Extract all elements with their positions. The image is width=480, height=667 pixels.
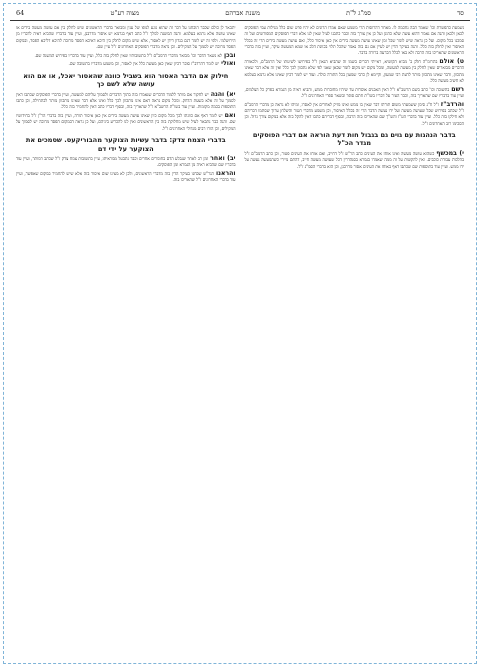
paragraph-lead: ובכן (223, 51, 236, 59)
section-heading: בדבר הנהגות עם גוים גם בגבול חות דעת הוראה אם דברי הפוסקים מגדר הכ"ל (252, 130, 456, 148)
header-left-label: מצוה רע"ט (110, 9, 140, 17)
paragraph (16, 53, 236, 59)
paragraph (16, 156, 236, 169)
paragraph (245, 102, 465, 127)
paragraph-lead: יא) והנה (210, 90, 236, 98)
header-center-right: סמ"ג ל"ת (346, 9, 371, 17)
paragraph-text: יש לחקור אם מותר ללמוד הדברים שנאמרו בזה בתוך הדברים ולסמוך עליהם למעשה, ועיין בדברי הפוסקים שכתבו דאין לסמוך על זה אלא בשעת הדחק. ומכל מקום נראה דאם אינו מתכוון לכך כלל ואינו אלא דבר שאינו מתכוון מותר לכתחילה, וכן כתבו התוספות בכמה מקומות. ועיין עוד בשו"ת הרשב"א ז"ל שהאריך בזה, ובסוף דבריו כתב דאין להחמיר בזה כלל. (16, 91, 236, 110)
paragraph-lead: יב) ואחר (210, 155, 236, 163)
header-center-left: משנת אברהם (225, 9, 260, 17)
paragraph: יתבאר לן כולם שכבר הוכחנו על דבר זה שהוא נוגע לגופו של ענין ומבואר בדברי הראשונים שיש לחלק בין אם עושה מעשה בידים או שאינו עושה אלא גרמא בעלמא. והנה המשנה למלך ז"ל כתב דאף בגרמא יש איסור מדרבנן, ועיין עוד בדבריו שהביא ראיה לדבריו מן הירושלמי. ולפי זה יש לומר דגם בנדון דידן יש לאסור, אלא שיש מקום לחלק בין היכא דאיכא הפסד מרובה להיכא דליכא הפסד, ובמקום הפסד מרובה יש לסמוך על המקילים. וכן נראה מדברי הפוסקים האחרונים ז"ל עיין שם. (16, 25, 236, 49)
paragraph-lead: והרדב"ז (440, 100, 464, 108)
paragraph-lead: והראנו (215, 170, 236, 178)
paragraph-text: ז"ל ח"ג סימן ששמעתי משום תורתו דבר שאין בו ממש ואינו מזיק לאחרים אין לאסרו, ומיהו לא נראה כן מדברי הרמב"ם ז"ל שכתב בפירוש שכל שעושה מעשה ועל ידו נעשה הדבר הרי זה בכלל האיסור, וכן משמע מדברי הטור והשלחן ערוך שסתמו דבריהם ולא חילקו בזה כלל. ועיין עוד בדברי הט"ז והש"ך שם שהאריכו בזה הרבה, ובסוף דבריהם כתבו דאין להקל בזה אלא במקום צורך גדול. וכן הסכימו רוב האחרונים ז"ל. (244, 101, 464, 126)
paragraph-lead: ואם (224, 112, 236, 120)
paragraph-text: בתשובה וכו' כתב בשם הרשב"א ז"ל דאין האבנים אוסרות עד שיהיו מחוברות ממש, והביא ראיה מן הגמרא בפרק כל הצלמים, ועיין עוד בדבריו שם שהאריך בזה, וכבר העיר על דבריו בשו"ת חתם סופר ובשאר ספרי האחרונים ז"ל. (244, 86, 464, 98)
paragraph: נשמעת כהפשרת וכו' שאמר הבה נחכמה לו. מאחר דהרוסות הרי משמע שאם אמרו הרוגים לא יהיו פרט שום כלל מגילות עמי הפוסקים לכאן ולכאן והנה אם נאמר דהוא עשה שלא כהוגן ועל כן אין צורך בזה וכבר כתבנו לעיל שאין לנו אלא דברי הפוסקים המפורשים ועל זה סמכנו בכל מקום. ועל כן נראה שיש לומר שכל זמן שאינו עושה מעשה בידים אין כאן איסור כלל, ואם עושה מעשה בידים הרי זה בכלל האיסור ואין לחלק בזה כלל. והנה בעיקר הדין יש לעיין אם גם בזה נאמר שהכל תלוי בכוונת הלב או שמא המעשה עיקר, ועיין בזה בדברי הראשונים שהאריכו בזה הרבה ולא באו לכלל הכרעה ברורה בדבר. (244, 25, 464, 56)
section-heading: בדברי הצמח צדק: בדבר עשיות הצוקער מהבוריקעס. שסמכים את הצוקער על ידי דם (25, 136, 226, 153)
paragraph-lead: ואולי (221, 60, 236, 68)
paragraph-text: הגר"ש שבחנו בעיקר הדין בזה מדברי הראשונים, ולכן לא מצינו שום איסור בזה אלא שיש להחמיר במקום שאפשר, ועיין עוד בדברי האחרונים ז"ל שהאריכו בזה. (16, 171, 236, 183)
paragraph (16, 61, 236, 67)
paragraph (245, 87, 465, 100)
paragraph-text: יש לומר דהרדב"ז סובר דכיון שאין כאן מעשה כלל אין לאסור, וכן משמע מדבריו בתשובה שם. (68, 61, 220, 67)
paragraph (16, 171, 236, 184)
page-number: 64 (16, 9, 25, 17)
running-header (10, 6, 470, 21)
paragraph-lead: רשם (451, 85, 464, 93)
paragraph-lead: ט) אולם (439, 57, 464, 65)
paragraph-text: בתרומ"ה חלק ב' מביא הקושיא, ראייתי דברים בשמו זה שהביא הגאון ז"ל בפירושו לשיטתו של הרמב"ם, ולכאורה הדברים מבוארים שאין לחלק בין מעשה למעשה, ומכל מקום יש מקום לומר שכאן שאני לפי שלא נתכוון לכך כלל ואין זה אלא דבר שאינו מתכוון, ודבר שאינו מתכוון מותר לדעת רבי שמעון, וקיימא לן כרבי שמעון בכל התורה כולה. ועוד יש לומר דכיון שאינו אלא גרמא בעלמא לא חשיב מעשה כלל. (244, 58, 464, 83)
paragraph-text: לא נשאר הדבר וכו' מבואר מדברי הרמב"ם ז"ל בתשובותיו שאין לחלק בזה כלל, ועיין עוד בדבריו בפירוש המשנה שם. (34, 52, 222, 58)
paragraph-text: כשהוא עושה מעשה ואינו אוחז את העינים כתב הר"ש ז"ל דחייב, ואם אוחז את העינים פטור, וכן כתב הרמב"ם ז"ל בהלכות עבודת כוכבים. ואין להקשות על זה ממה שאמרו בגמרא בסנהדרין דכל שעושה מעשה חייב, דהתם מיירי כשהמעשה נעשה על ידו ממש. ועיין עוד בתוספות שם שכתבו דאף באוחז את העינים אסור מדרבנן, וכן הוא בדברי הסמ"ג ז"ל. (244, 150, 464, 169)
text-columns (10, 21, 470, 186)
section-heading: חילוק אם הדבר האסור הוא בשביל כוונה שהאסור יאכל, או אם הוא עושה שלא לשם כך (23, 71, 229, 89)
paragraph-text: זמן רב לאחר שנבלע הדם בחומרים אחרים וכבר נתבטל ממראיתו, עיין בתשובות צמח צדק ז"ל שכתב דמותר, ועיין עוד בדבריו שם שהביא ראיה מן הגמרא ומן הפוסקים. (16, 156, 236, 168)
right-column (245, 25, 465, 186)
paragraph-text: יש לומר דאף אם כוונתו לכך מכל מקום כיון שאינו עושה מעשה בידים אין כאן איסור תורה, ועיין בזה בדברי הר"ן ז"ל בחידושיו שם. והנה כבר נתבאר לעיל שיש מחלוקת בזה בין הראשונים ואין לנו להכריע ביניהם, ועל כן נראה דבמקום הפסד מרובה יש לסמוך על המקילים, וכן הורו רבים מגדולי האחרונים ז"ל. (16, 113, 236, 131)
paragraph (245, 151, 465, 170)
paragraph (245, 59, 465, 84)
header-right: סד (457, 9, 464, 17)
paragraph (16, 92, 236, 111)
paragraph-lead: י) במכשף (436, 149, 464, 157)
left-column (16, 25, 236, 186)
paragraph (16, 113, 236, 132)
